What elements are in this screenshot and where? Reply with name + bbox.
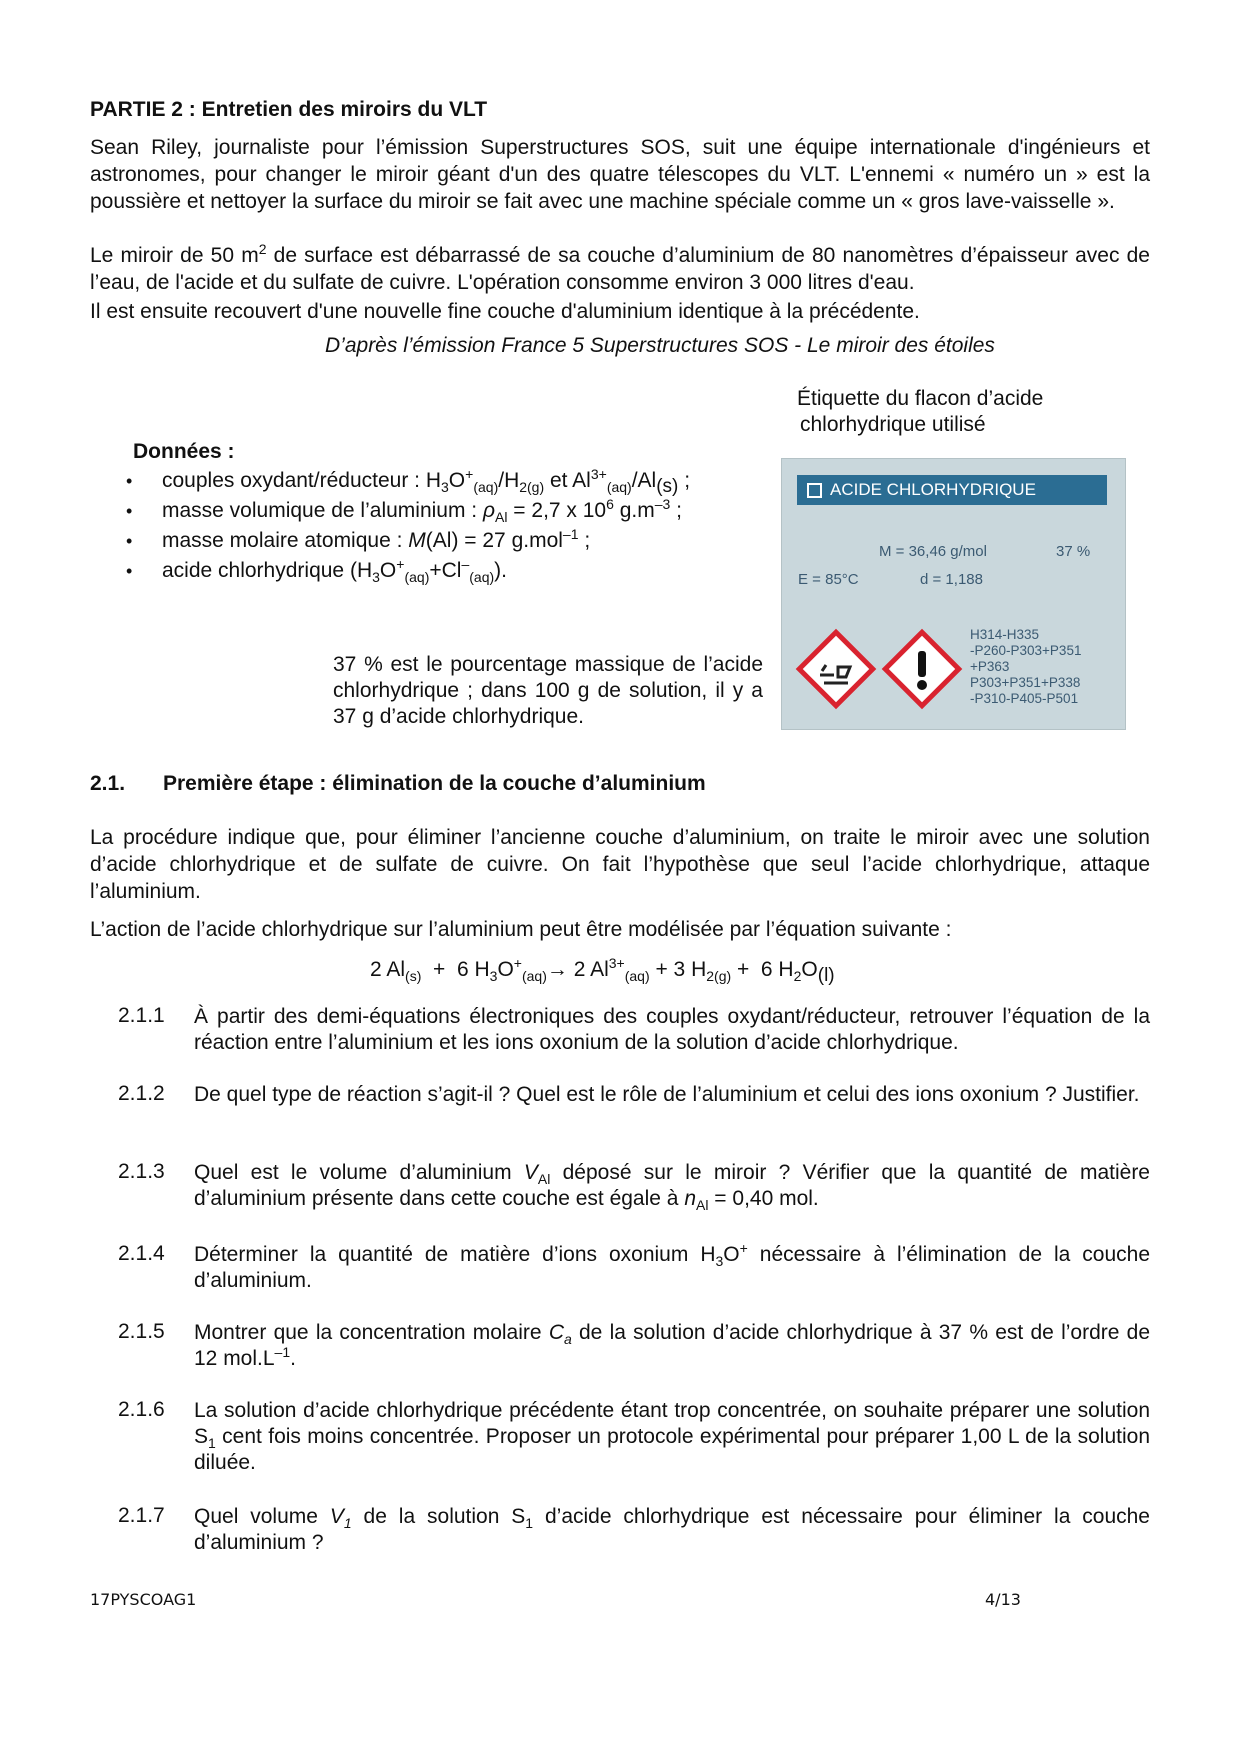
subsection-number: 2.1. [90, 772, 126, 795]
list-item: • acide chlorhydrique $(H_3O^+_{(aq)}+Cl^-_{(aq)})$. [120, 556, 690, 586]
label-density: d = 1,188 [920, 571, 983, 588]
subsection-title: Première étape : élimination de la couche d’aluminium [163, 772, 706, 795]
procedure-paragraph: La procédure indique que, pour éliminer l’ancienne couche d’aluminium, on traite le miroir avec une solution d’acide chlorhydrique et de sulfate de cuivre. On fait l’hypothèse que seul l’acide chlorhydrique, attaque l’aluminium. [90, 826, 1150, 903]
list-item: • masse volumique de l’aluminium : $\rho_{Al} = 2,7$ x $10^6$ $g.m^{-3}$ ; [120, 496, 690, 526]
label-molar-mass: M = 36,46 g/mol [879, 543, 987, 560]
list-item: • couples oxydant/réducteur : $H_3O^+_{(aq)}/H_{2(g)}$ et $Al^{3+}_{(aq)}/Al_{(s)}$ ; [120, 466, 690, 496]
page-number: 4/13 [985, 1590, 1021, 1609]
corrosive-pictogram-icon [794, 627, 878, 711]
question-number: 2.1.1 [118, 1004, 165, 1027]
question-text: Quel est le volume d’aluminium $V_{Al}$ déposé sur le miroir ? Vérifier que la quantité de matière d’aluminium présente dans cette couche est égale à $n_{Al} = 0,40$ mol. [194, 1161, 1150, 1214]
question-text: La solution d’acide chlorhydrique précédente étant trop concentrée, on souhaite préparer une solution $S_1$ cent fois moins concentrée. Proposer un protocole expérimental pour préparer 1,00 L de la solution diluée. [194, 1399, 1150, 1474]
source-citation: D’après l’émission France 5 Superstructures SOS - Le miroir des étoiles [325, 334, 995, 357]
question-text: Montrer que la concentration molaire $C_a$ de la solution d’acide chlorhydrique à 37 % est de l’ordre de 12 $mol.L^{-1}$. [194, 1321, 1151, 1370]
percent-note: 37 % est le pourcentage massique de l’acide chlorhydrique ; dans 100 g de solution, il y a 37 g d’acide chlorhydrique. [333, 653, 763, 728]
recover-paragraph: Il est ensuite recouvert d'une nouvelle fine couche d'aluminium identique à la précédente. [90, 300, 920, 323]
question-number: 2.1.2 [118, 1082, 165, 1105]
label-caption-line: chlorhydrique utilisé [800, 413, 986, 436]
question-text: Déterminer la quantité de matière d’ions oxonium $H_3O^+$ nécessaire à l’élimination de la couche d’aluminium. [194, 1240, 1150, 1292]
hazard-codes: H314-H335 -P260-P303+P351 +P363 P303+P351+P338 -P310-P405-P501 [970, 627, 1082, 706]
intro-paragraph: Sean Riley, journaliste pour l’émission Superstructures SOS, suit une équipe internationale d'ingénieurs et astronomes, pour changer le miroir géant d'un des quatre télescopes du VLT. L'ennemi « numéro un » est la poussière et nettoyer la surface du miroir se fait avec une machine spéciale comme un « gros lave-vaisselle ». [90, 136, 1150, 213]
label-percent: 37 % [1056, 543, 1091, 560]
donnees-list [120, 466, 690, 586]
question-text: À partir des demi-équations électroniques des couples oxydant/réducteur, retrouver l’équation de la réaction entre l’aluminium et les ions oxonium de la solution d’acide chlorhydrique. [194, 1005, 1150, 1054]
exclamation-pictogram-icon [880, 627, 964, 711]
label-caption-line: Étiquette du flacon d’acide [797, 387, 1044, 410]
footer-code: 17PYSCOAG1 [90, 1590, 197, 1609]
label-caption [797, 386, 1097, 438]
donnees-title: Données : [133, 440, 235, 463]
square-icon [807, 483, 822, 498]
action-paragraph: L’action de l’acide chlorhydrique sur l’aluminium peut être modélisée par l’équation suivante : [90, 918, 952, 941]
question-number: 2.1.7 [118, 1504, 165, 1527]
question-text: Quel volume $V_1$ de la solution $S_1$ d’acide chlorhydrique est nécessaire pour éliminer la couche d’aluminium ? [194, 1505, 1150, 1554]
question-text: De quel type de réaction s’agit-il ? Quel est le rôle de l’aluminium et celui des ions oxonium ? Justifier. [194, 1083, 1140, 1106]
mirror-paragraph: Le miroir de 50 $m^2$ de surface est débarrassé de sa couche d’aluminium de 80 nanomètres d’épaisseur avec de l’eau, de l'acide et du sulfate de cuivre. L'opération consomme environ 3 000 litres d'eau. [90, 241, 1150, 294]
question-number: 2.1.5 [118, 1320, 165, 1343]
question-number: 2.1.4 [118, 1242, 165, 1265]
question-number: 2.1.6 [118, 1398, 165, 1421]
acid-bottle-label [781, 458, 1126, 730]
section-title: PARTIE 2 : Entretien des miroirs du VLT [90, 98, 488, 121]
reaction-equation: 2 $Al_{(s)} + 6$ $H_3O^+_{(aq)}\to 2$ $Al^{3+}_{(aq)} + 3$ $H_{2(g)} + 6$ $H_2O_{(l)}$ [370, 955, 835, 987]
question-number: 2.1.3 [118, 1160, 165, 1183]
label-e-value: E = 85°C [798, 571, 859, 588]
list-item: • masse molaire atomique : M(Al) = 27 g.mol$^{-1}$ ; [120, 526, 690, 556]
label-header: ACIDE CHLORHYDRIQUE [797, 475, 1107, 505]
